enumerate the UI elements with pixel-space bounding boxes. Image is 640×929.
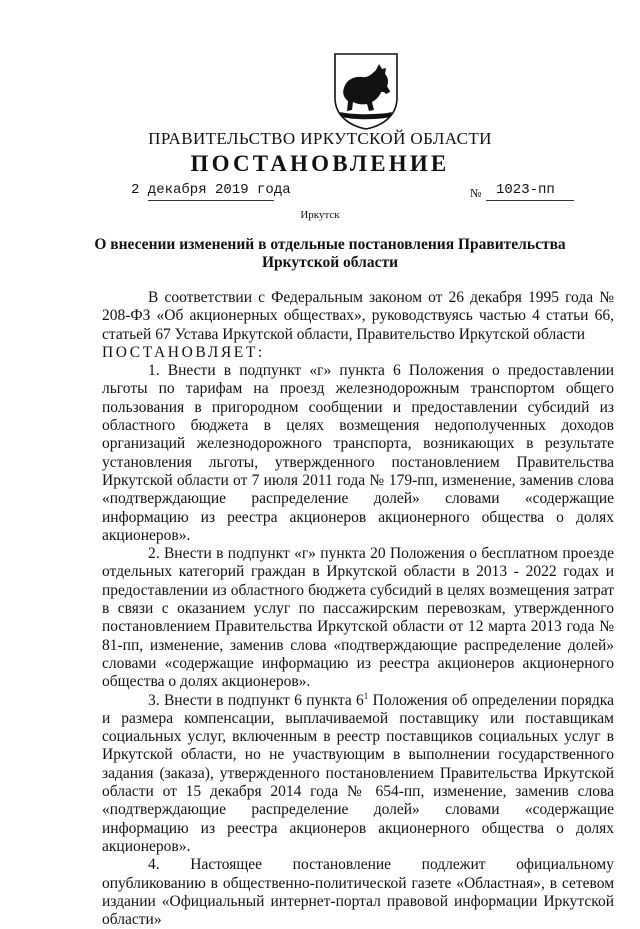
city: Иркутск (300, 209, 340, 221)
title-line-1: О внесении изменений в отдельные постановления Правительства (94, 236, 566, 253)
document-number: 1023-пп (496, 182, 555, 198)
irkutsk-coat-of-arms-icon (332, 52, 400, 130)
date-underline (148, 200, 274, 201)
paragraph-3-start: 3. Внести в подпункт 6 пункта 6 (148, 691, 364, 709)
paragraph-4: 4. Настоящее постановление подлежит официальному опубликованию в общественно-политической газете «Областная», в сетевом издании «Официальный интернет-портал правовой информации Иркутской области» (102, 856, 614, 929)
preamble-text: В соответствии с Федеральным законом от 26 декабря 1995 года № 208-ФЗ «Об акционерных обществах», руководствуясь частью 4 статьи 66, статьей 67 Устава Иркутской области, Правительство Иркутской области (102, 289, 614, 343)
document-type: ПОСТАНОВЛЕНИЕ (190, 151, 450, 176)
document-title (90, 236, 570, 272)
government-name: ПРАВИТЕЛЬСТВО ИРКУТСКОЙ ОБЛАСТИ (148, 129, 492, 148)
decree-word: ПОСТАНОВЛЯЕТ: (102, 343, 265, 361)
number-sign: № (470, 186, 482, 200)
paragraph-3 (102, 692, 614, 857)
paragraph-3-rest: Положения об определении порядка и размера компенсации, выплачиваемой поставщику или поставщикам социальных услуг, включенным в реестр поставщиков социальных услуг в Иркутской области, но не участвующим в выполнении государственного задания (заказа), утвержденного постановлением Правительства Иркутской области от 15 декабря 2014 года № 654-пп, изменение, заменив слова «подтверждающие распределение долей» словами «содержащие информацию из реестра акционеров акционерного общества о долях акционеров». (102, 691, 614, 855)
preamble-paragraph (102, 289, 614, 362)
superscript-number: 1 (363, 690, 369, 701)
document-date: 2 декабря 2019 года (131, 182, 291, 198)
paragraph-1: 1. Внести в подпункт «г» пункта 6 Положения о предоставлении льготы по тарифам на проезд железнодорожным транспортом общего пользования в пригородном сообщении и предоставлении субсидий из областного бюджета в целях возмещения недополученных доходов организаций железнодорожного транспорта, возникающих в результате установления льготы, утвержденного постановлением Правительства Иркутской области от 7 июля 2011 года № 179-пп, изменение, заменив слова «подтверждающие распределение долей» словами «содержащие информацию из реестра акционеров акционерного общества о долях акционеров». (102, 362, 614, 544)
title-line-2: Иркутской области (261, 254, 399, 271)
document-body (102, 289, 614, 929)
paragraph-2: 2. Внести в подпункт «г» пункта 20 Положения о бесплатном проезде отдельных категорий граждан в Иркутской области в 2013 - 2022 годах и предоставлении из областного бюджета субсидий в целях возмещения затрат в связи с оказанием услуг по пассажирским перевозкам, утвержденного постановлением Правительства Иркутской области от 12 марта 2013 года № 81-пп, изменение, заменив слова «подтверждающие распределение долей» словами «содержащие информацию из реестра акционеров акционерного общества о долях акционеров». (102, 545, 614, 691)
number-underline (486, 200, 574, 201)
